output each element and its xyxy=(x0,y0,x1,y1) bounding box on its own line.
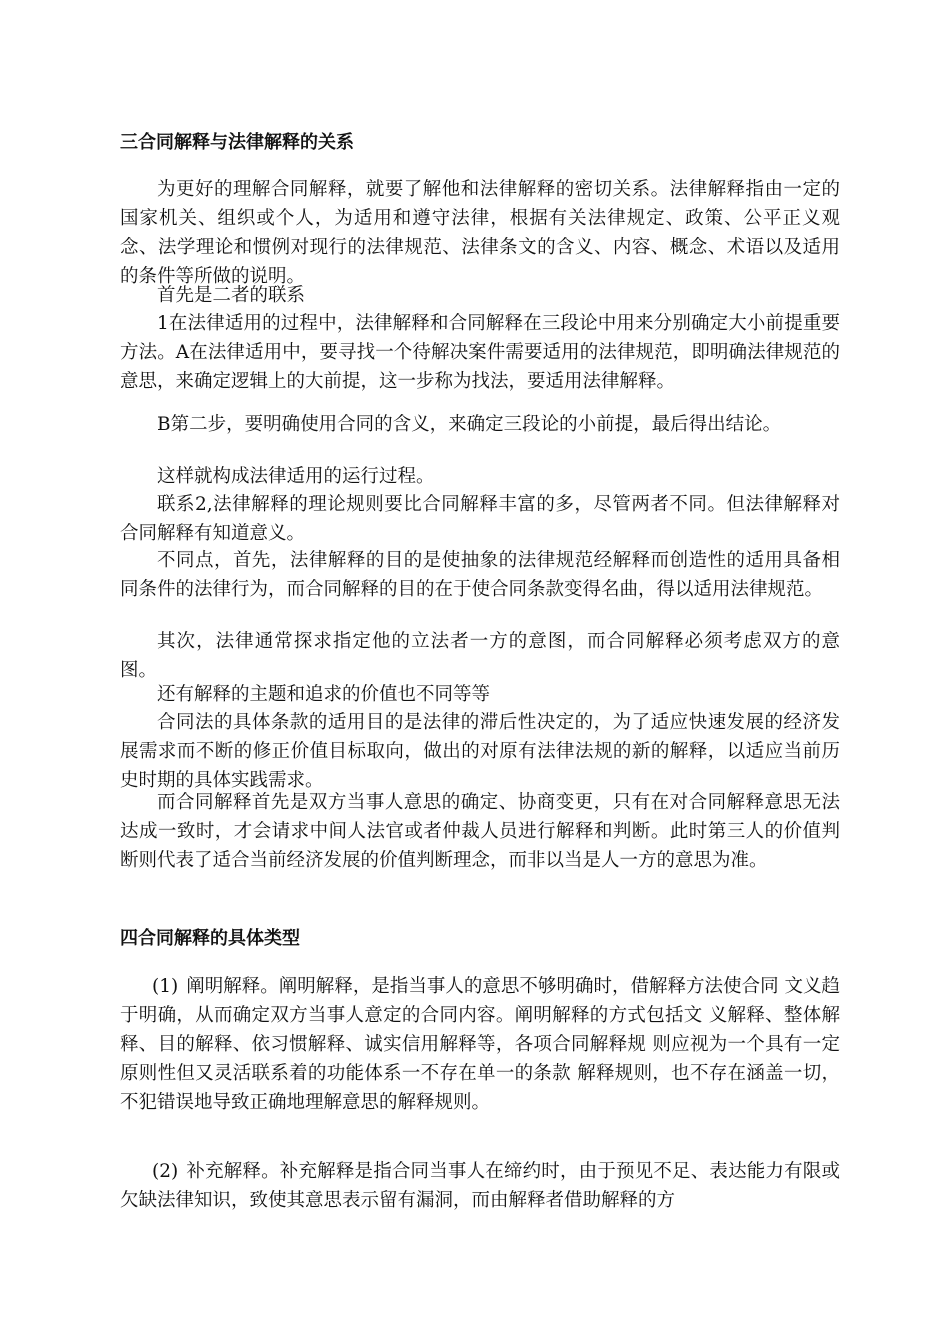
section-3-paragraph-3: 1在法律适用的过程中，法律解释和合同解释在三段论中用来分别确定大小前提重要方法。A在法律适用中，要寻找一个待解决案件需要适用的法律规范，即明确法律规范的意思，来确定逻辑上的大前提，这一步称为找法，要适用法律解释。 xyxy=(120,313,840,392)
section-4-item-2 xyxy=(120,1158,840,1216)
section-4-item-1 xyxy=(120,973,840,1118)
item-2-label: (2) xyxy=(152,1161,179,1182)
section-3-paragraph-10: 合同法的具体条款的适用目的是法律的滞后性决定的，为了适应快速发展的经济发展需求而不断的修正价值目标取向，做出的对原有法律法规的新的解释，以适应当前历史时期的具体实践需求。 xyxy=(120,712,840,791)
section-3-paragraph-4: B第二步，要明确使用合同的含义，来确定三段论的小前提，最后得出结论。 xyxy=(157,414,782,435)
section-3-paragraph-2: 首先是二者的联系 xyxy=(157,285,306,306)
section-3-paragraph-7: 不同点，首先，法律解释的目的是使抽象的法律规范经解释而创造性的适用具备相同条件的法律行为，而合同解释的目的在于使合同条款变得名曲，得以适用法律规范。 xyxy=(120,550,840,600)
item-1-label: (1) xyxy=(152,976,179,997)
section-3-paragraph-11: 而合同解释首先是双方当事人意思的确定、协商变更，只有在对合同解释意思无法达成一致时，才会请求中间人法官或者仲裁人员进行解释和判断。此时第三人的价值判断则代表了适合当前经济发展的价值判断理念，而非以当是人一方的意思为准。 xyxy=(120,792,840,871)
section-3-paragraph-9: 还有解释的主题和追求的价值也不同等等 xyxy=(157,684,491,705)
item-1-text: 阐明解释。阐明解释，是指当事人的意思不够明确时，借解释方法使合同 文义趋于明确，从而确定双方当事人意定的合同内容。阐明解释的方式包括文 义解释、整体解释、目的解释、依习惯解释、诚实信用解释等，各项合同解释规 则应视为一个具有一定原则性但又灵活联系着的功能体系一不存在单一的条款 解释规则，也不存在涵盖一切，不犯错误地导致正确地理解意思的解释规则。 xyxy=(120,976,840,1113)
section-3-heading: 三合同解释与法律解释的关系 xyxy=(120,132,354,153)
item-2-text: 补充解释。补充解释是指合同当事人在缔约时，由于预见不足、表达能力有限或欠缺法律知识，致使其意思表示留有漏洞，而由解释者借助解释的方 xyxy=(120,1161,840,1211)
section-3-paragraph-6: 联系2,法律解释的理论规则要比合同解释丰富的多，尽管两者不同。但法律解释对合同解释有知道意义。 xyxy=(120,494,840,544)
section-4-heading: 四合同解释的具体类型 xyxy=(120,928,300,949)
section-3-paragraph-5: 这样就构成法律适用的运行过程。 xyxy=(157,466,435,487)
section-3-paragraph-8: 其次，法律通常探求指定他的立法者一方的意图，而合同解释必须考虑双方的意图。 xyxy=(120,631,840,681)
section-3-paragraph-1: 为更好的理解合同解释，就要了解他和法律解释的密切关系。法律解释指由一定的国家机关、组织或个人，为适用和遵守法律，根据有关法律规定、政策、公平正义观念、法学理论和惯例对现行的法律规范、法律条文的含义、内容、概念、术语以及适用的条件等所做的说明。 xyxy=(120,179,840,287)
